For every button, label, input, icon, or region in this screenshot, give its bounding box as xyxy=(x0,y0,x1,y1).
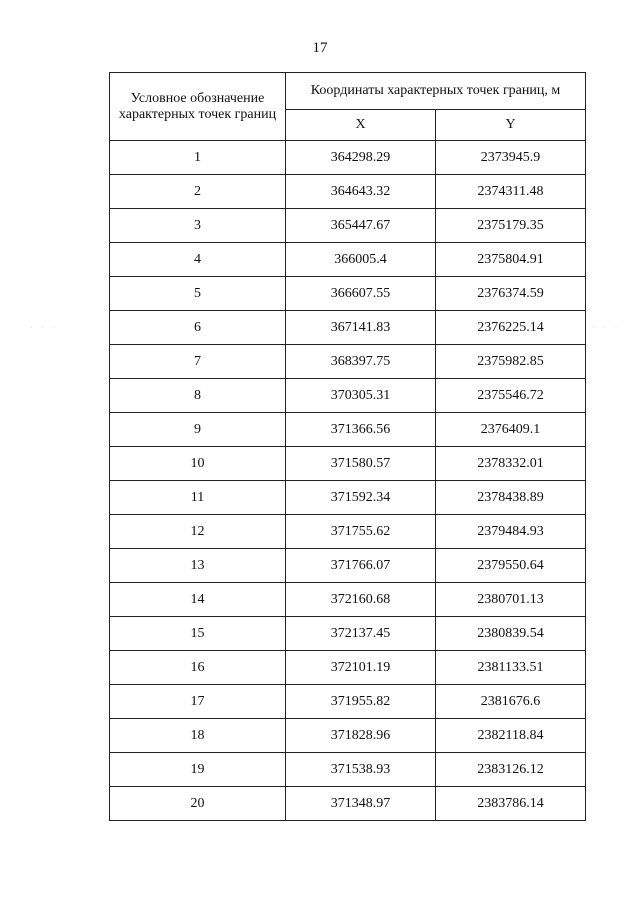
cell-point: 9 xyxy=(110,413,286,447)
cell-x: 371366.56 xyxy=(286,413,436,447)
cell-y: 2375546.72 xyxy=(436,379,586,413)
cell-x: 371580.57 xyxy=(286,447,436,481)
cell-x: 371348.97 xyxy=(286,787,436,821)
table-row xyxy=(110,311,586,345)
cell-y: 2374311.48 xyxy=(436,175,586,209)
cell-x: 371828.96 xyxy=(286,719,436,753)
table-row xyxy=(110,379,586,413)
cell-y: 2379484.93 xyxy=(436,515,586,549)
cell-point: 5 xyxy=(110,277,286,311)
cell-x: 372137.45 xyxy=(286,617,436,651)
page-number: 17 xyxy=(312,40,328,56)
table-row xyxy=(110,277,586,311)
cell-point: 1 xyxy=(110,141,286,175)
cell-point: 2 xyxy=(110,175,286,209)
cell-x: 371766.07 xyxy=(286,549,436,583)
cell-x: 372101.19 xyxy=(286,651,436,685)
table-body xyxy=(110,141,586,821)
cell-point: 7 xyxy=(110,345,286,379)
table-row xyxy=(110,719,586,753)
table-row xyxy=(110,413,586,447)
cell-y: 2383126.12 xyxy=(436,753,586,787)
header-point-designation: Условное обозначение характерных точек границ xyxy=(110,73,286,141)
cell-y: 2376225.14 xyxy=(436,311,586,345)
cell-y: 2373945.9 xyxy=(436,141,586,175)
cell-x: 366005.4 xyxy=(286,243,436,277)
cell-point: 10 xyxy=(110,447,286,481)
table-row xyxy=(110,753,586,787)
table-row xyxy=(110,447,586,481)
cell-point: 13 xyxy=(110,549,286,583)
table-row xyxy=(110,481,586,515)
cell-point: 15 xyxy=(110,617,286,651)
cell-y: 2382118.84 xyxy=(436,719,586,753)
boundary-coordinates-table xyxy=(109,72,586,821)
cell-x: 367141.83 xyxy=(286,311,436,345)
cell-point: 4 xyxy=(110,243,286,277)
scan-artifact: · · · xyxy=(30,322,59,332)
cell-y: 2375804.91 xyxy=(436,243,586,277)
cell-y: 2375179.35 xyxy=(436,209,586,243)
cell-y: 2375982.85 xyxy=(436,345,586,379)
cell-x: 364298.29 xyxy=(286,141,436,175)
table-row xyxy=(110,617,586,651)
table-row xyxy=(110,175,586,209)
cell-point: 17 xyxy=(110,685,286,719)
header-x: X xyxy=(286,110,436,141)
table-row xyxy=(110,787,586,821)
cell-x: 365447.67 xyxy=(286,209,436,243)
cell-point: 14 xyxy=(110,583,286,617)
table-row xyxy=(110,243,586,277)
cell-y: 2378438.89 xyxy=(436,481,586,515)
cell-x: 368397.75 xyxy=(286,345,436,379)
cell-y: 2381676.6 xyxy=(436,685,586,719)
cell-y: 2376374.59 xyxy=(436,277,586,311)
cell-point: 11 xyxy=(110,481,286,515)
header-coordinates: Координаты характерных точек границ, м xyxy=(286,73,586,110)
table-row xyxy=(110,549,586,583)
cell-point: 20 xyxy=(110,787,286,821)
cell-point: 12 xyxy=(110,515,286,549)
cell-y: 2383786.14 xyxy=(436,787,586,821)
cell-point: 19 xyxy=(110,753,286,787)
cell-x: 366607.55 xyxy=(286,277,436,311)
scan-artifact: · · · xyxy=(592,322,621,332)
cell-x: 371955.82 xyxy=(286,685,436,719)
table-row xyxy=(110,345,586,379)
cell-y: 2380839.54 xyxy=(436,617,586,651)
cell-point: 16 xyxy=(110,651,286,685)
header-y: Y xyxy=(436,110,586,141)
cell-y: 2378332.01 xyxy=(436,447,586,481)
cell-x: 370305.31 xyxy=(286,379,436,413)
cell-x: 371755.62 xyxy=(286,515,436,549)
cell-x: 372160.68 xyxy=(286,583,436,617)
table-row xyxy=(110,651,586,685)
table-row xyxy=(110,685,586,719)
table-row xyxy=(110,583,586,617)
cell-point: 8 xyxy=(110,379,286,413)
cell-y: 2379550.64 xyxy=(436,549,586,583)
cell-x: 364643.32 xyxy=(286,175,436,209)
cell-x: 371592.34 xyxy=(286,481,436,515)
cell-x: 371538.93 xyxy=(286,753,436,787)
cell-y: 2376409.1 xyxy=(436,413,586,447)
cell-point: 6 xyxy=(110,311,286,345)
cell-point: 18 xyxy=(110,719,286,753)
cell-y: 2381133.51 xyxy=(436,651,586,685)
table-row xyxy=(110,209,586,243)
cell-point: 3 xyxy=(110,209,286,243)
table-row xyxy=(110,515,586,549)
cell-y: 2380701.13 xyxy=(436,583,586,617)
table-row xyxy=(110,141,586,175)
